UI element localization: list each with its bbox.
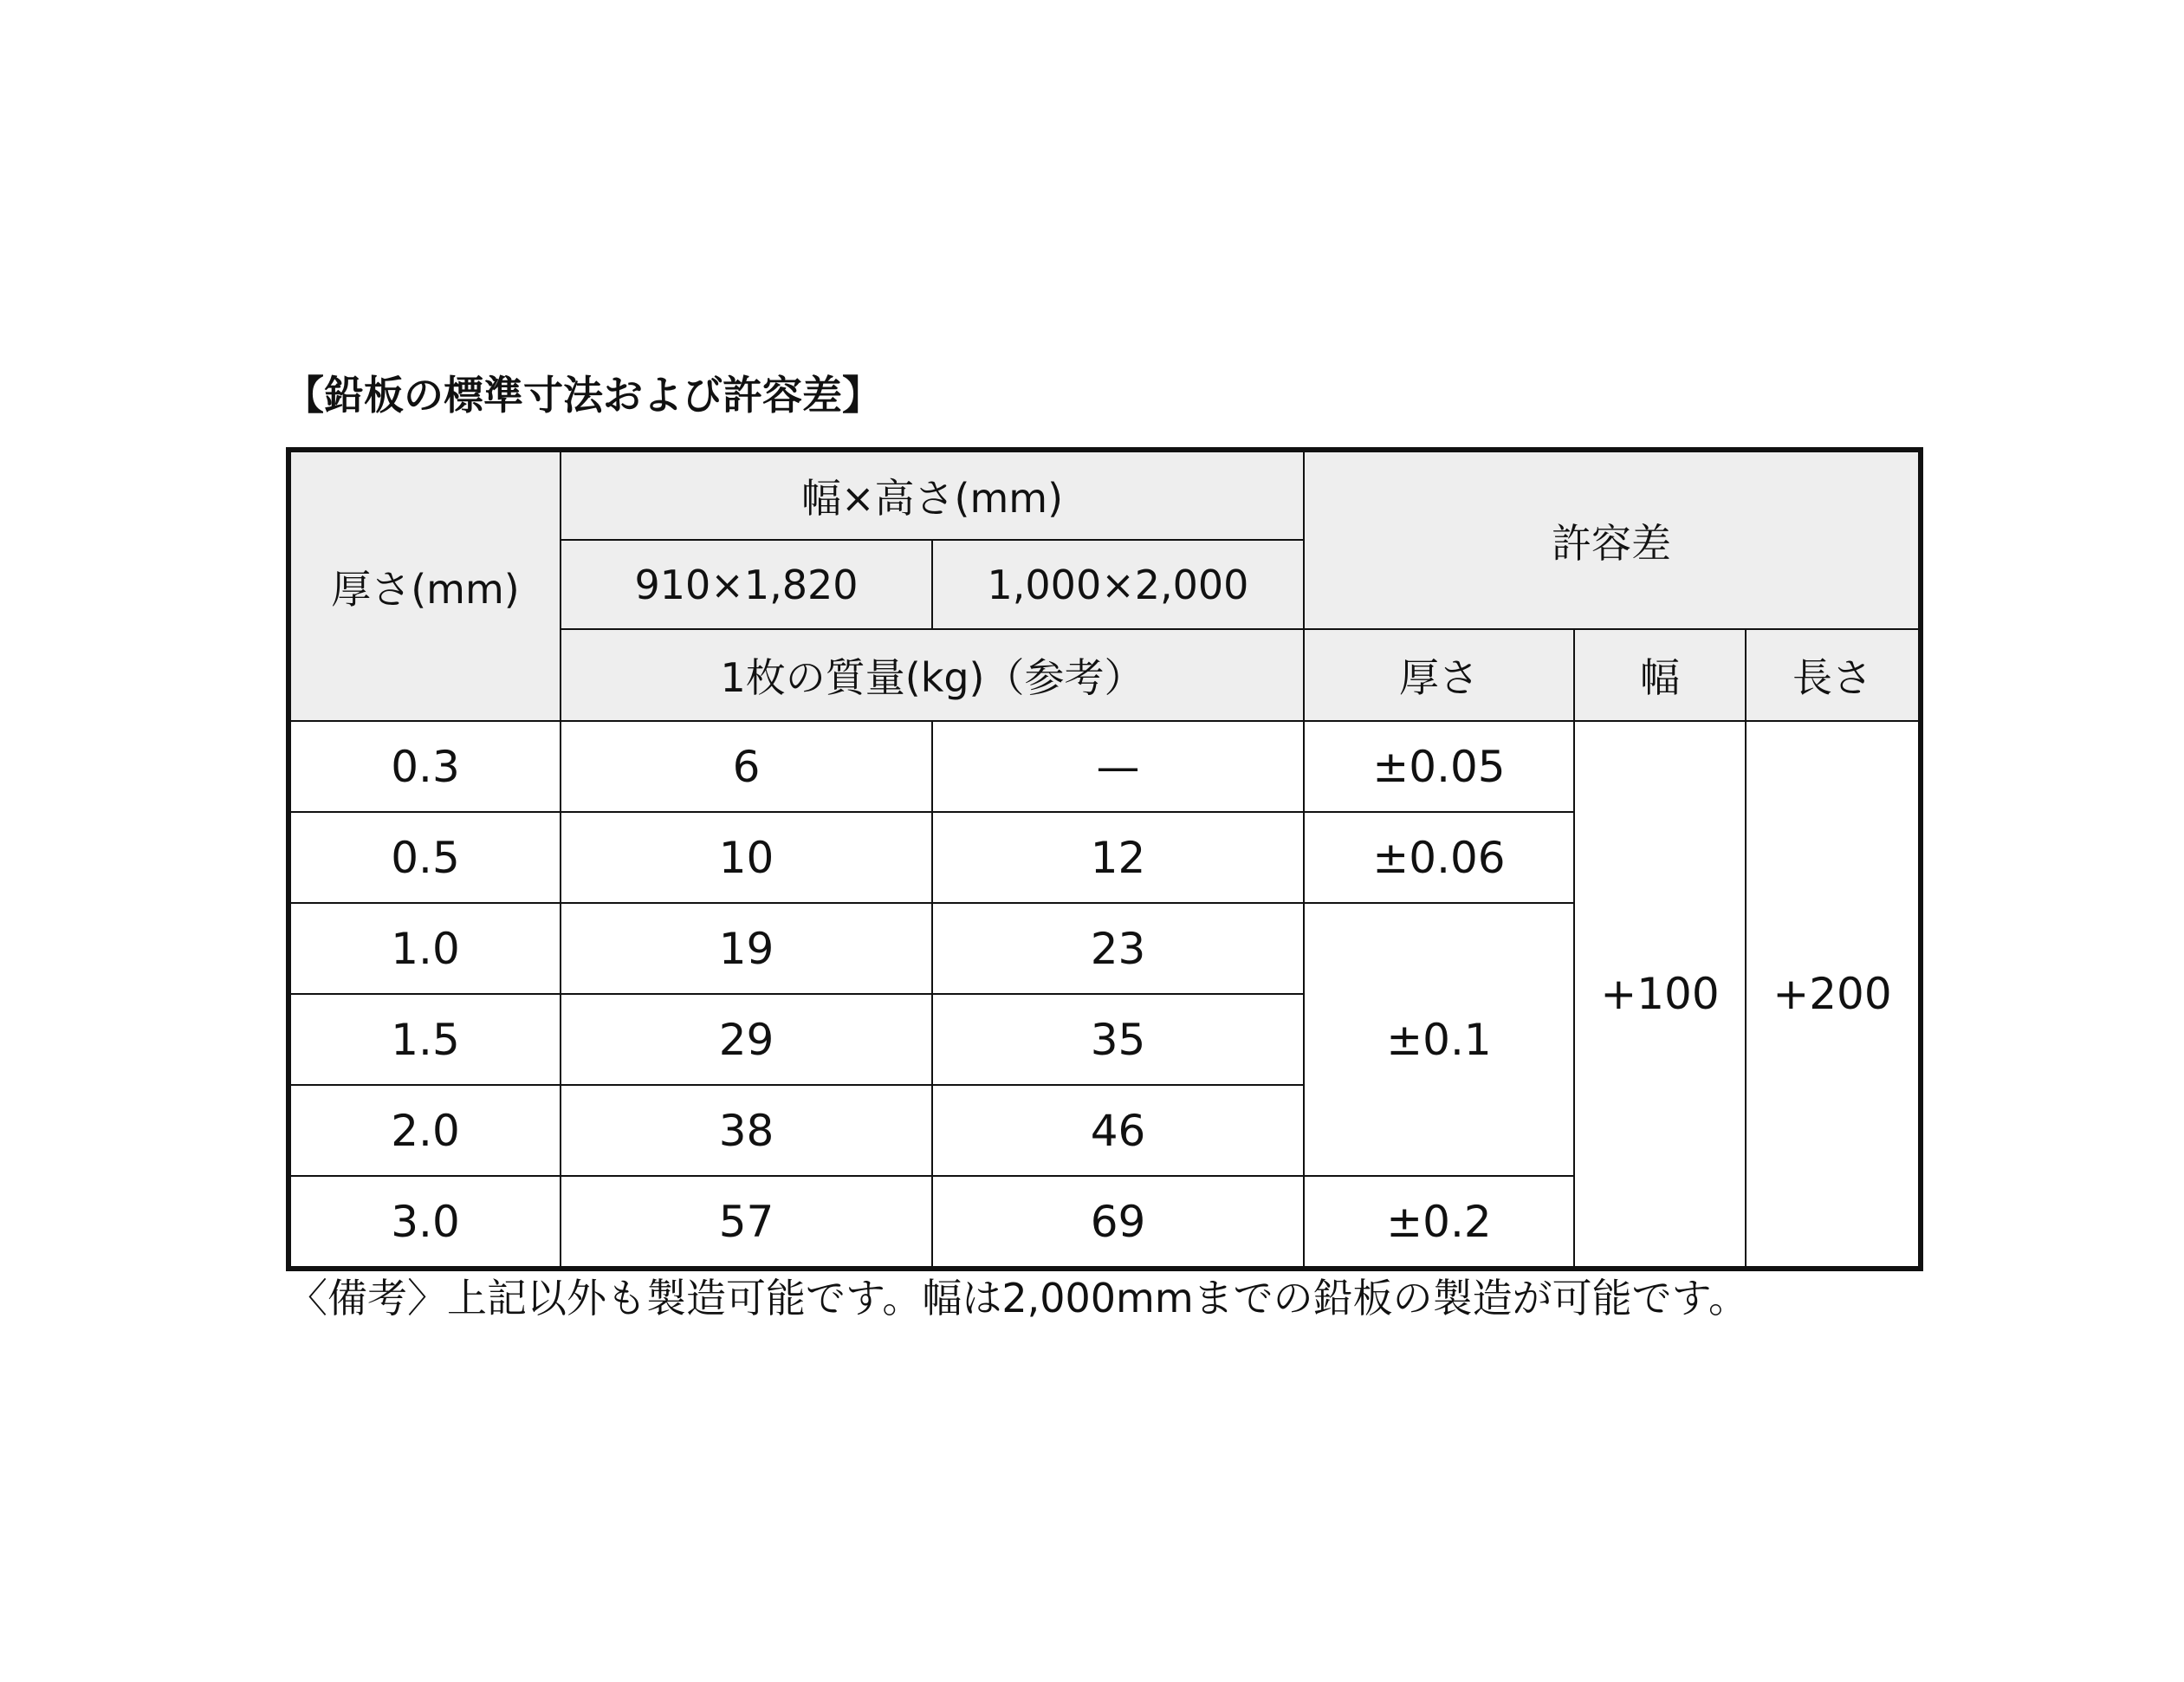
tol-thickness-cell: ±0.05	[1304, 721, 1574, 812]
mass-b-cell: 69	[932, 1176, 1304, 1269]
mass-a-cell: 57	[561, 1176, 932, 1269]
mass-a-cell: 29	[561, 994, 932, 1085]
tol-thickness-cell: ±0.2	[1304, 1176, 1574, 1269]
lead-plate-spec-table	[286, 447, 1923, 1271]
header-thickness: 厚さ(mm)	[288, 450, 561, 721]
mass-b-cell: 46	[932, 1085, 1304, 1176]
thickness-cell: 3.0	[288, 1176, 561, 1269]
thickness-cell: 2.0	[288, 1085, 561, 1176]
header-mass: 1枚の質量(kg)（参考）	[561, 629, 1304, 721]
thickness-cell: 0.5	[288, 812, 561, 903]
mass-b-cell: 35	[932, 994, 1304, 1085]
tol-width-cell: +100	[1574, 721, 1746, 1269]
mass-a-cell: 10	[561, 812, 932, 903]
remarks-note: 〈備考〉上記以外も製造可能です。幅は2,000mmまでの鉛板の製造が可能です。	[288, 1275, 1748, 1322]
header-tol-thickness: 厚さ	[1304, 629, 1574, 721]
mass-a-cell: 19	[561, 903, 932, 994]
table-title: 【鉛板の標準寸法および許容差】	[284, 372, 882, 419]
header-tolerance: 許容差	[1304, 450, 1921, 629]
header-tol-width: 幅	[1574, 629, 1746, 721]
mass-b-cell: —	[932, 721, 1304, 812]
thickness-cell: 1.0	[288, 903, 561, 994]
tol-thickness-cell: ±0.06	[1304, 812, 1574, 903]
thickness-cell: 1.5	[288, 994, 561, 1085]
mass-b-cell: 23	[932, 903, 1304, 994]
table-row	[288, 721, 1921, 812]
mass-a-cell: 38	[561, 1085, 932, 1176]
tol-length-cell: +200	[1746, 721, 1921, 1269]
tol-thickness-cell: ±0.1	[1304, 903, 1574, 1176]
header-size-910x1820: 910×1,820	[561, 540, 932, 629]
mass-a-cell: 6	[561, 721, 932, 812]
mass-b-cell: 12	[932, 812, 1304, 903]
thickness-cell: 0.3	[288, 721, 561, 812]
header-size-1000x2000: 1,000×2,000	[932, 540, 1304, 629]
header-dimensions: 幅×高さ(mm)	[561, 450, 1304, 540]
header-tol-length: 長さ	[1746, 629, 1921, 721]
